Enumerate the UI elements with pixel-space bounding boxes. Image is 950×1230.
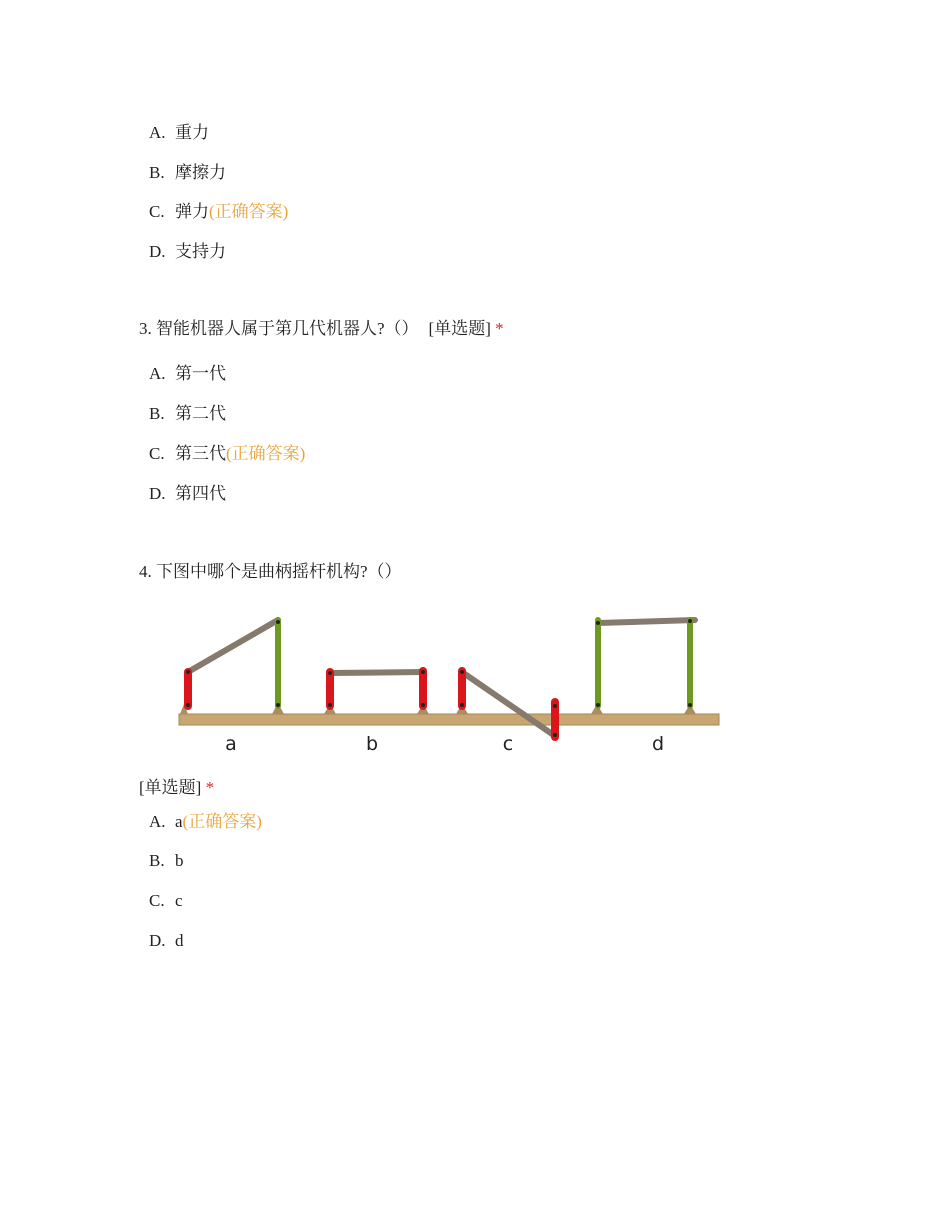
required-star: * <box>205 778 215 797</box>
linkage-c <box>460 670 557 737</box>
joint <box>186 703 190 707</box>
q2-option-b[interactable] <box>149 162 226 184</box>
four-bar-linkage-figure <box>176 608 722 758</box>
joint <box>421 703 425 707</box>
coupler-link <box>188 620 278 672</box>
linkage-b <box>328 670 425 707</box>
question-type: [单选题] <box>139 778 202 797</box>
option-text: 摩擦力 <box>175 163 226 182</box>
joint <box>596 703 600 707</box>
q2-option-d[interactable] <box>149 241 226 263</box>
q2-option-a[interactable] <box>149 122 209 144</box>
joint <box>276 703 280 707</box>
correct-answer-mark: (正确答案) <box>182 812 262 831</box>
option-text: 第三代 <box>175 444 226 463</box>
linkage-diagram <box>176 608 722 758</box>
option-text: a <box>175 812 183 831</box>
pivot-supports <box>180 703 696 714</box>
joint <box>460 703 464 707</box>
figure-label-d: d <box>651 733 665 755</box>
question-text: 3. 智能机器人属于第几代机器人?（） <box>139 319 419 338</box>
q4-title <box>139 561 402 583</box>
coupler-link <box>598 620 695 623</box>
question-type: [单选题] <box>428 319 491 338</box>
option-letter: A. <box>149 812 166 831</box>
option-letter: C. <box>149 444 165 463</box>
option-letter: C. <box>149 202 165 221</box>
option-text: 支持力 <box>175 242 226 261</box>
figure-label-b: b <box>365 733 379 755</box>
ground-bar <box>179 714 719 725</box>
q3-option-a[interactable] <box>149 363 226 385</box>
correct-answer-mark: (正确答案) <box>209 202 289 221</box>
joint <box>186 670 190 674</box>
q4-option-c[interactable] <box>149 890 183 912</box>
q3-option-d[interactable] <box>149 483 226 505</box>
joint <box>328 703 332 707</box>
q4-option-b[interactable] <box>149 850 184 872</box>
joint <box>688 703 692 707</box>
q2-option-c[interactable] <box>149 201 288 223</box>
joint <box>688 619 692 623</box>
joint <box>328 671 332 675</box>
option-letter: B. <box>149 163 165 182</box>
joint <box>553 733 557 737</box>
option-text: 第二代 <box>175 404 226 423</box>
correct-answer-mark: (正确答案) <box>226 444 306 463</box>
joint <box>276 620 280 624</box>
joint <box>460 670 464 674</box>
q4-type-line <box>139 777 214 799</box>
figure-label-a: a <box>225 733 237 755</box>
question-text: 4. 下图中哪个是曲柄摇杆机构?（） <box>139 562 402 581</box>
option-text: c <box>175 891 183 910</box>
option-letter: C. <box>149 891 165 910</box>
option-text: d <box>175 931 184 950</box>
q3-option-c[interactable] <box>149 443 305 465</box>
joint <box>553 704 557 708</box>
coupler-link <box>462 672 555 736</box>
option-text: 第一代 <box>175 364 226 383</box>
option-letter: D. <box>149 242 166 261</box>
option-letter: B. <box>149 851 165 870</box>
coupler-link <box>330 672 423 673</box>
option-letter: A. <box>149 123 166 142</box>
option-letter: B. <box>149 404 165 423</box>
joint <box>596 621 600 625</box>
figure-label-c: c <box>502 733 514 755</box>
option-letter: A. <box>149 364 166 383</box>
joint <box>421 670 425 674</box>
option-text: 第四代 <box>175 484 226 503</box>
option-text: 弹力 <box>175 202 209 221</box>
linkage-d <box>596 619 695 707</box>
q3-title <box>139 318 504 340</box>
option-letter: D. <box>149 931 166 950</box>
q4-option-d[interactable] <box>149 930 184 952</box>
option-text: 重力 <box>175 123 209 142</box>
q4-option-a[interactable] <box>149 811 262 833</box>
required-star: * <box>495 319 504 338</box>
q3-option-b[interactable] <box>149 403 226 425</box>
option-letter: D. <box>149 484 166 503</box>
option-text: b <box>175 851 184 870</box>
linkage-a <box>186 620 280 707</box>
